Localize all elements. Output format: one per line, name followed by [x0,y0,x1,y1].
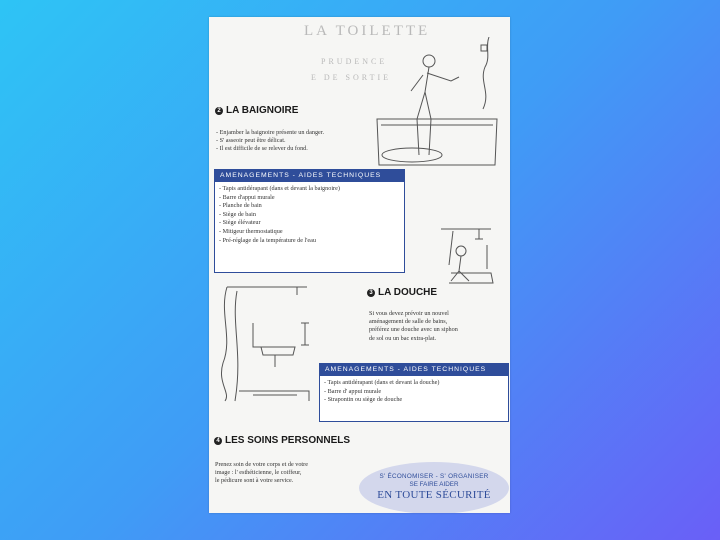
baignoire-aids-title: AMENAGEMENTS - AIDES TECHNIQUES [215,170,404,182]
faded-header-title: LA TOILETTE [304,23,431,39]
baignoire-aids-box [214,169,405,273]
baignoire-risk: - Enjamber la baignoire présente un danger. [216,129,325,136]
baignoire-risks [216,129,386,154]
baignoire-title [215,105,298,116]
list-item: - Mitigeur thermostatique [219,227,283,235]
list-item: - Strapontin ou siège de douche [324,396,403,404]
douche-text-line: aménagement de salle de bains, [369,318,448,326]
douche-aids-box [319,363,509,422]
baignoire-risk: - Il est difficile de se relever du fond. [216,145,308,153]
list-item: - Tapis antidérapant (dans et devant la baignoire) [219,185,340,192]
douche-text-line: de sol ou un bac extra-plat. [369,334,437,342]
list-item: - Barre d'appui murale [219,193,275,201]
soins-text-line: image : l' esthéticienne, le coiffeur, [215,469,302,477]
faded-header-line2: E DE SORTIE [311,73,392,82]
oval-line3: EN TOUTE SÉCURITÉ [377,489,491,501]
document-page [209,17,510,513]
baignoire-risk: - S' asseoir peut être délicat. [216,137,286,145]
soins-text [215,461,365,486]
soins-text-line: Prenez soin de votre corps et de votre [215,461,308,468]
list-item: - Pré-réglage de la température de l'eau [219,236,316,244]
list-item: - Siège de bain [219,210,256,218]
soins-title-text: LES SOINS PERSONNELS [225,435,351,446]
safety-oval-badge [359,462,509,513]
douche-number: 3 [367,289,375,297]
list-item: - Siège élévateur [219,219,261,227]
baignoire-title-text: LA BAIGNOIRE [226,105,299,116]
oval-line2: SE FAIRE AIDER [409,481,459,488]
douche-title-text: LA DOUCHE [378,287,438,298]
soins-text-line: le pédicure sont à votre service. [215,477,294,485]
shower-illustration [213,283,313,403]
shower-figure-illustration [431,225,501,287]
list-item: - Tapis antidérapant (dans et devant la douche) [324,379,440,386]
bathtub-illustration [367,37,507,167]
list-item: - Planche de bain [219,202,262,210]
soins-title [214,435,350,446]
list-item: - Barre d' appui murale [324,387,382,395]
baignoire-aids-list [219,185,404,245]
douche-text-line: Si vous devez prévoir un nouvel [369,310,449,317]
douche-text [369,310,509,343]
faded-header-line1: PRUDENCE [321,57,388,66]
douche-aids-title: AMENAGEMENTS - AIDES TECHNIQUES [320,364,508,376]
douche-text-line: préférez une douche avec un siphon [369,326,458,334]
douche-title [367,287,437,298]
douche-aids-list [324,379,508,405]
baignoire-number: 2 [215,107,223,115]
soins-number: 4 [214,437,222,445]
oval-line1: S' ÉCONOMISER - S' ORGANISER [379,473,489,480]
